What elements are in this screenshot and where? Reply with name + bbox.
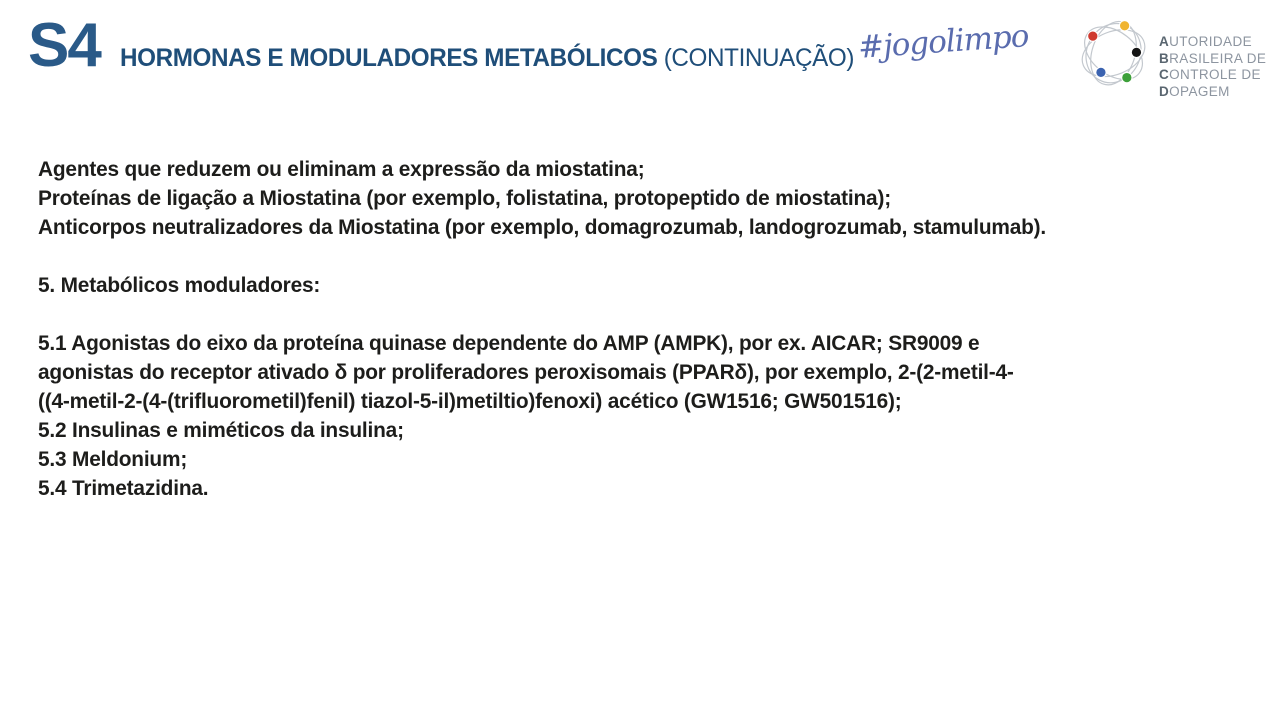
abcd-wordmark-line: AUTORIDADE [1159, 34, 1253, 49]
abcd-wordmark [1159, 34, 1266, 100]
body-line-heading-5: 5. Metabólicos moduladores: [38, 273, 321, 297]
body-line-agentes: Agentes que reduzem ou eliminam a expressão da miostatina; [38, 157, 645, 181]
dot-blue [1096, 67, 1106, 77]
abcd-logo [1078, 13, 1266, 100]
body-line-5-1b: agonistas do receptor ativado δ por proliferadores peroxisomais (PPARδ), por exemplo, 2-(2-metil-4- [38, 360, 1014, 384]
page-title-continuation: (CONTINUAÇÃO) [657, 44, 855, 72]
body-line-5-2: 5.2 Insulinas e miméticos da insulina; [38, 418, 404, 442]
page-title-main: HORMONAS E MODULADORES METABÓLICOS [120, 44, 658, 72]
sphere-network-icon [1078, 13, 1152, 97]
body-line-5-4: 5.4 Trimetazidina. [38, 476, 209, 500]
body-line-5-3: 5.3 Meldonium; [38, 447, 188, 471]
body-text [38, 155, 1212, 503]
page-title [120, 44, 854, 73]
dot-yellow [1119, 21, 1129, 31]
dot-red [1088, 31, 1098, 41]
abcd-wordmark-line: CONTROLE DE [1159, 67, 1261, 82]
body-line-5-1a: 5.1 Agonistas do eixo da proteína quinase dependente do AMP (AMPK), por ex. AICAR; SR9009 e [38, 331, 980, 355]
body-line-blank [38, 242, 1212, 271]
jogolimpo-script-logo: #jogolimpo [856, 18, 1030, 66]
dot-black [1131, 47, 1141, 57]
section-code-badge: S4 [28, 11, 100, 80]
abcd-wordmark-line: BRASILEIRA DE [1159, 50, 1267, 66]
abcd-wordmark-line: DOPAGEM [1159, 83, 1230, 99]
dot-green [1122, 72, 1132, 82]
body-line-anticorpos: Anticorpos neutralizadores da Miostatina (por exemplo, domagrozumab, landogrozumab, stamulumab). [38, 215, 1047, 239]
body-line-blank [38, 300, 1212, 329]
body-line-5-1c: ((4-metil-2-(4-(trifluorometil)fenil) tiazol-5-il)metiltio)fenoxi) acético (GW1516; GW501516); [38, 389, 902, 413]
body-line-proteinas: Proteínas de ligação a Miostatina (por exemplo, folistatina, protopeptido de miostatina); [38, 186, 891, 210]
